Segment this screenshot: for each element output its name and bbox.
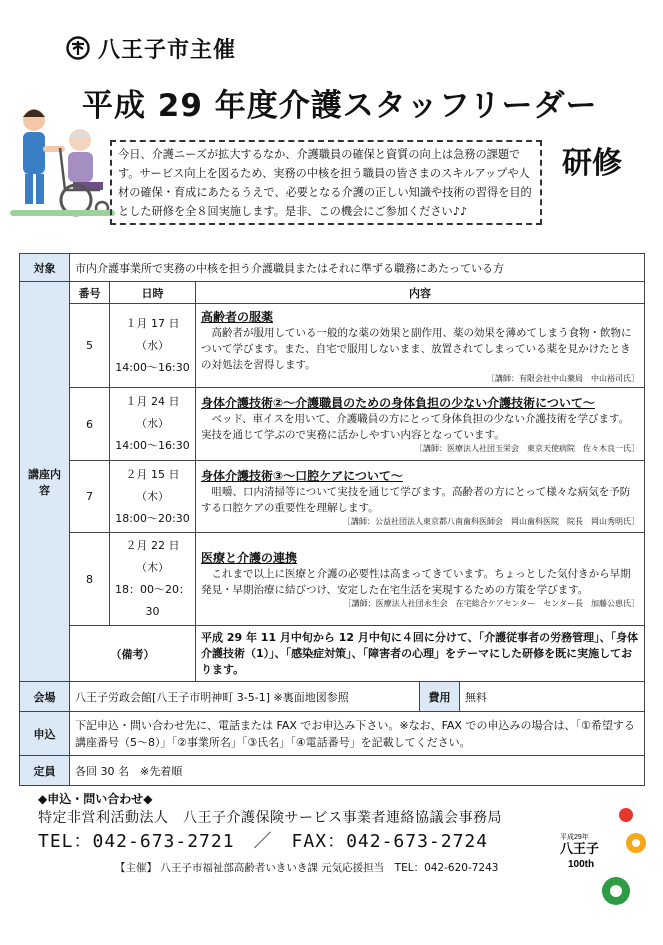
col-content: 内容 — [196, 282, 645, 304]
course-time: 14:00～16:30 — [115, 360, 190, 374]
course-desc: 高齢者が服用している一般的な薬の効果と副作用、薬の効果を薄めてしまう食物・飲物について学びます。また、自宅で服用しないまま、放置されてしまっている薬を見かけたときの対処法を習得します。 — [201, 326, 632, 371]
course-date: ２月 15 日（木） — [125, 467, 180, 503]
course-lecturer: ［講師：医療法人社団玉栄会 東京天使病院 佐々木良一氏］ — [415, 444, 639, 453]
course-title: 医療と介護の連携 — [201, 551, 298, 565]
course-content — [196, 388, 645, 461]
capacity-text: 各回 30 名 ※先着順 — [70, 756, 645, 786]
col-no: 番号 — [70, 282, 110, 304]
hachioji-100th-logo — [560, 805, 650, 915]
course-lecturer: ［講師：医療法人社団永生会 在宅総合ケアセンター センター長 加藤公恵氏］ — [343, 599, 639, 608]
course-row — [20, 461, 645, 533]
page-title-suffix: 研修 — [562, 146, 622, 181]
venue-text: 八王子労政会館[八王子市明神町 3-5-1] ※裏面地図参照 — [70, 682, 420, 712]
course-desc: 咀嚼、口内清掃等について実技を通じて学びます。高齢者の方にとって様々な病気を予防する口腔ケアの重要性を理解します。 — [201, 485, 631, 514]
intro-box: 今日、介護ニーズが拡大するなか、介護職員の確保と資質の向上は急務の課題です。サービス向上を図るため、実務の中核を担う職員の皆さまのスキルアップや人材の確保・育成にあたるうえで、必要となる介護の正しい知識や技術の習得を目的とした研修を全８回実施します。是非、この機会にご参加ください♪♪ — [110, 140, 542, 225]
remarks-label: （備考） — [70, 626, 196, 682]
course-datetime — [110, 461, 196, 533]
target-label: 対象 — [20, 254, 70, 282]
course-lecturer: ［講師：有限会社中山薬局 中山裕司氏］ — [487, 373, 639, 383]
course-no: 6 — [70, 388, 110, 461]
venue-label: 会場 — [20, 682, 70, 712]
course-desc: ベッド、車イスを用いて、介護職員の方にとって身体負担の少ない介護技術を学びます。実技を通じて学ぶので実務に活かしやすい内容となっています。 — [201, 413, 630, 441]
sponsor-text: 八王子市主催 — [98, 37, 237, 63]
remarks-row — [20, 626, 645, 682]
capacity-row — [20, 756, 645, 786]
course-no: 5 — [70, 304, 110, 388]
remarks-text: 平成 29 年 11 月中旬から 12 月中旬に４回に分けて、「介護従事者の労務管理」、「身体介護技術（1）」、「感染症対策」、「障害者の心理」をテーマにした研修を既に実施しております。 — [196, 626, 645, 682]
logo-text-city: 八王子 — [560, 841, 600, 856]
logo-text-year: 平成29年 — [560, 834, 589, 841]
course-date: １月 24 日（水） — [125, 395, 180, 430]
contact-org: 特定非営利活動法人 八王子介護保険サービス事業者連絡協議会事務局 — [38, 810, 502, 826]
course-lecturer: ［講師：公益社団法人東京都八南歯科医師会 岡山歯科医院 院長 岡山秀明氏］ — [343, 516, 639, 526]
course-label — [20, 282, 70, 682]
target-text: 市内介護事業所で実務の中核を担う介護職員またはそれに準ずる職務にあたっている方 — [70, 254, 645, 282]
course-date: ２月 22 日（木） — [125, 539, 180, 574]
course-row — [20, 388, 645, 461]
course-datetime — [110, 388, 196, 461]
course-datetime — [110, 533, 196, 626]
caregiver-wheelchair-illustration — [10, 100, 115, 220]
course-time: 14:00～16:30 — [115, 439, 190, 452]
course-label-text: 講座内容 — [28, 467, 61, 497]
course-no: 7 — [70, 461, 110, 533]
capacity-label: 定員 — [20, 756, 70, 786]
fee-text: 無料 — [460, 682, 645, 712]
fee-label: 費用 — [420, 682, 460, 712]
logo-text-100th: 100th — [568, 859, 595, 870]
course-desc: これまで以上に医療と介護の必要性は高まってきています。ちょっとした気付きから早期発見・早期治療に結びつけ、安定した在宅生活を実現するための方策を学びます。 — [201, 568, 631, 596]
page-title: 平成 29 年度介護スタッフリーダー — [82, 88, 598, 124]
course-table — [19, 253, 645, 786]
course-title: 身体介護技術②～介護職員のための身体負担の少ない介護技術について～ — [201, 396, 595, 410]
course-datetime — [110, 304, 196, 388]
course-header-row — [20, 282, 645, 304]
venue-row — [20, 682, 645, 712]
course-content — [196, 533, 645, 626]
sponsor-line — [66, 33, 236, 63]
host-info: 【主催】 八王子市福祉部高齢者いきいき課 元気応援担当 TEL：042-620-7243 — [115, 862, 499, 874]
course-content — [196, 304, 645, 388]
course-content — [196, 461, 645, 533]
apply-row — [20, 712, 645, 756]
apply-text: 下記申込・問い合わせ先に、電話または FAX でお申込み下さい。※なお、FAX での申込みの場合は、「①希望する講座番号（5～8）」「②事業所名」「③氏名」「④電話番号」を記載してください。 — [70, 712, 645, 756]
course-time: 18：00～20：30 — [115, 583, 190, 618]
course-no: 8 — [70, 533, 110, 626]
course-date: １月 17 日（水） — [125, 316, 180, 352]
course-time: 18:00～20:30 — [115, 511, 190, 525]
contact-heading: ◆申込・問い合わせ◆ — [38, 792, 153, 806]
course-title: 身体介護技術③～口腔ケアについて～ — [201, 468, 403, 483]
col-datetime: 日時 — [110, 282, 196, 304]
hachioji-seal-icon — [66, 36, 90, 60]
course-title: 高齢者の服薬 — [201, 309, 274, 324]
logo-dot-red — [619, 808, 633, 822]
target-row — [20, 254, 645, 282]
apply-label: 申込 — [20, 712, 70, 756]
contact-tel-fax: TEL：042-673-2721 ／ FAX：042-673-2724 — [38, 831, 489, 852]
contact-section — [38, 790, 638, 853]
course-row — [20, 533, 645, 626]
course-row — [20, 304, 645, 388]
